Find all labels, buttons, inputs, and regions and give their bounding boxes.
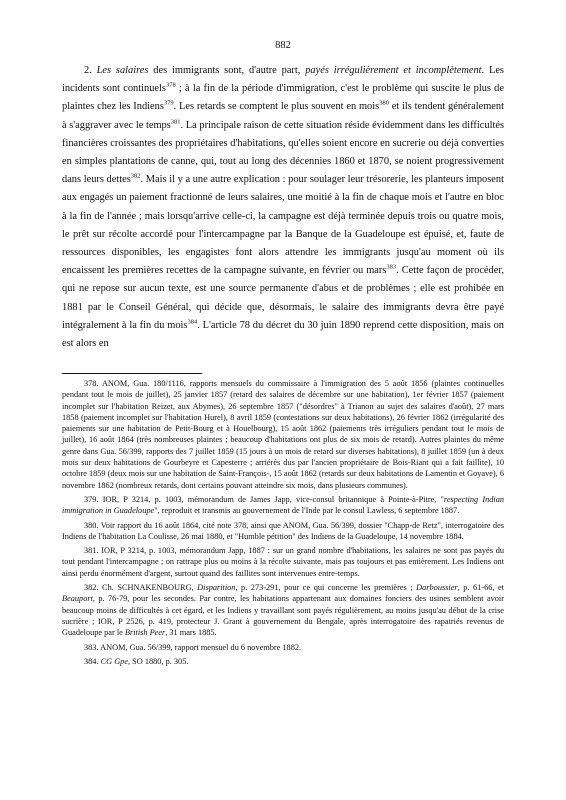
italic-text: respecting Indian immigration in Guadeloupe xyxy=(62,494,504,516)
footnote xyxy=(62,520,504,543)
footnote xyxy=(62,545,504,579)
text-run: , p. 61-66, et xyxy=(457,583,504,593)
italic-text: Beauport xyxy=(62,594,93,604)
text-run: . Les retards se comptent le plus souvent en mois xyxy=(173,101,380,113)
text-run: 381. IOR, P 3214, p. 1003, mémorandum Japp, 1887 : sur un grand nombre d'habitations, les salaires ne sont pas payés du tout pendant l'intercampagne ; on rattrape plus ou moins à la récolte suivante, mais pas toujours et pas entièrement. Les Indiens ont ainsi perdu énormément d'argent, surtout quand des faillites sont intervenues entre-temps. xyxy=(62,546,504,578)
text-run: 379. IOR, P 3214, p. 1003, mémorandum de James Japp, vice-consul britannique à Pointe-à-Pitre, " xyxy=(84,494,444,504)
footnote-ref: 378 xyxy=(165,81,176,89)
footnote xyxy=(62,642,504,653)
footnote-ref: 381 xyxy=(170,118,181,126)
text-run: . Mais il y a une autre explication : pour soulager leur trésorerie, les planteurs imposent aux engagés un paiement fractionné de leurs salaires, une moitié à la fin de chaque mois et l'autre en bloc à la fin de l'année ; mais lorsqu'arrive celle-ci, la campagne est déjà terminée depuis trois ou quatre mois, le prêt sur récolte accordé pour l'intercampagne par la Banque de la Guadeloupe est épuisé, et, faute de ressources disponibles, les engagistes font alors attendre les immigrants jusqu'au moment où ils encaissent les premières recettes de la campagne suivante, en février ou mars xyxy=(62,174,504,277)
text-run: , SO 1880, p. 305. xyxy=(128,656,189,666)
italic-text: Darboussier xyxy=(416,583,458,593)
italic-text: Disparition xyxy=(197,583,236,593)
footnote xyxy=(62,656,504,667)
italic-text: Les salaires xyxy=(96,65,149,76)
italic-text: payés irrégulièrement et incomplètement xyxy=(305,65,482,76)
text-run: et ils tendent généralement à s'aggraver avec le temps xyxy=(62,101,504,131)
text-run: ; à la fin de la période d'immigration, c'est le problème qui suscite le plus de plaintes chez les Indiens xyxy=(62,83,504,113)
page-number: 882 xyxy=(275,40,291,51)
italic-text: British Peer xyxy=(124,628,166,638)
footnote-separator xyxy=(62,373,202,374)
text-run: . La principale raison de cette situation réside évidemment dans les difficultés financières croissantes des propriétaires d'habitations, qu'elles soient encore en sucrerie ou déjà converties en simples plantations de canne, qui, tout au long des décennies 1860 et 1870, se noient progressivement dans leurs dettes xyxy=(62,119,504,186)
footnote xyxy=(62,582,504,638)
text-run: des immigrants sont, d'autre part, xyxy=(148,65,306,76)
text-run: . Cette façon de procéder, qui ne repose sur aucun texte, est une source permanente d'abus et de problèmes ; elle est prohibée en 1881 par le Conseil Général, qui décide que, désormais, le salaire des immigrants devra être payé intégralement à la fin du mois xyxy=(62,265,504,331)
text-run: 380. Voir rapport du 16 août 1864, cité note 378, ainsi que ANOM, Gua. 56/399, dossier "Chapp-de Retz", interrogatoire des Indiens de l'habitation La Coulisse, 26 mai 1880, et "Humble pétition" des Indiens de la Guadeloupe, 14 novembre 1884. xyxy=(62,520,504,541)
body-text xyxy=(62,62,504,353)
italic-text: CG Gpe xyxy=(100,656,129,666)
text-run: , 31 mars 1885. xyxy=(165,628,217,638)
footnote xyxy=(62,494,504,517)
text-run: , p. 76-79, pour les secondes. Par contre, les habitations appartenant aux domaines fonciers des usines semblent avoir beaucoup moins de difficultés à cet égard, et les Indiens y travaillant sont payés régulièrement, au moins jusqu'au début de la crise sucrière ; IOR, P 2526, p. 419, protecteur J. Grant à gouvernement du Bengale, après interrogatoire des rapatriés revenus de Guadeloupe par le xyxy=(62,594,504,638)
footnote-ref: 382 xyxy=(130,172,141,180)
text-run: 2. xyxy=(84,65,97,76)
footnote-ref: 383 xyxy=(386,263,397,271)
footnotes xyxy=(62,378,504,670)
text-run: 383. ANOM, Gua. 56/399, rapport mensuel du 6 novembre 1882. xyxy=(84,642,302,652)
text-run: . Les incidents sont continuels xyxy=(62,65,504,95)
text-run: . L'article 78 du décret du 30 juin 1890 reprend cette disposition, mais on est alors en xyxy=(62,319,504,350)
text-run: 378. ANOM, Gua. 180/1116, rapports mensuels du commissaire à l'immigration des 5 août 1856 (plaintes continuelles pendant tout le mois de juillet), 25 janvier 1857 (retard des salaires de décembre sur une habitation), 1er février 1857 (paiement incomplet sur l'habitation Reizet, aux Abymes), 26 septembre 1857 ("désordres" à Trianon au sujet des salaires d'août), 27 mars 1858 (paiement incomplet sur l'habitation Hurel), 8 avril 1859 (contestations sur deux habitations), 26 février 1862 (irrégularité des paiements sur une habitation de Petit-Bourg et à Houelbourg), 15 août 1862 (paiements très irréguliers pendant tout le mois de juillet), 16 août 1864 (très nombreuses plaintes ; beaucoup d'habitations ont plus de six mois de retard). Autres plaintes du même genre dans Gua. 56/399, rapports des 7 juillet 1859 (15 jours à un mois de retard sur diverses habitations), 8 juillet 1859 (un à deux mois sur deux habitations de Gourbeyre et Capesterre ; arriérés dus par l'ancien propriétaire de Bois-Riant qui a fait faillite), 10 octobre 1859 (deux mois sur une habitation de Saint-François-, 15 août 1862 (retards sur deux habitations de Lamentin et Goyave), 6 novembre 1862 (nombreux retards, dont certains pouvant atteindre six mois, dans plusieurs communes). xyxy=(62,379,504,490)
text-run: , p. 273-291, pour ce qui concerne les premières ; xyxy=(235,583,417,593)
text-run: 382. Ch. SCHNAKENBOURG, xyxy=(84,583,198,593)
main-paragraph xyxy=(62,62,504,353)
text-run: 384. xyxy=(84,656,101,666)
footnote-ref: 380 xyxy=(379,99,389,107)
footnote-ref: 384 xyxy=(187,318,198,326)
text-run: ", reproduit et transmis au gouvernement de l'Inde par le consul Lawless, 6 septembre 1887. xyxy=(154,506,460,516)
footnote-ref: 379 xyxy=(163,99,174,107)
footnote xyxy=(62,378,504,491)
